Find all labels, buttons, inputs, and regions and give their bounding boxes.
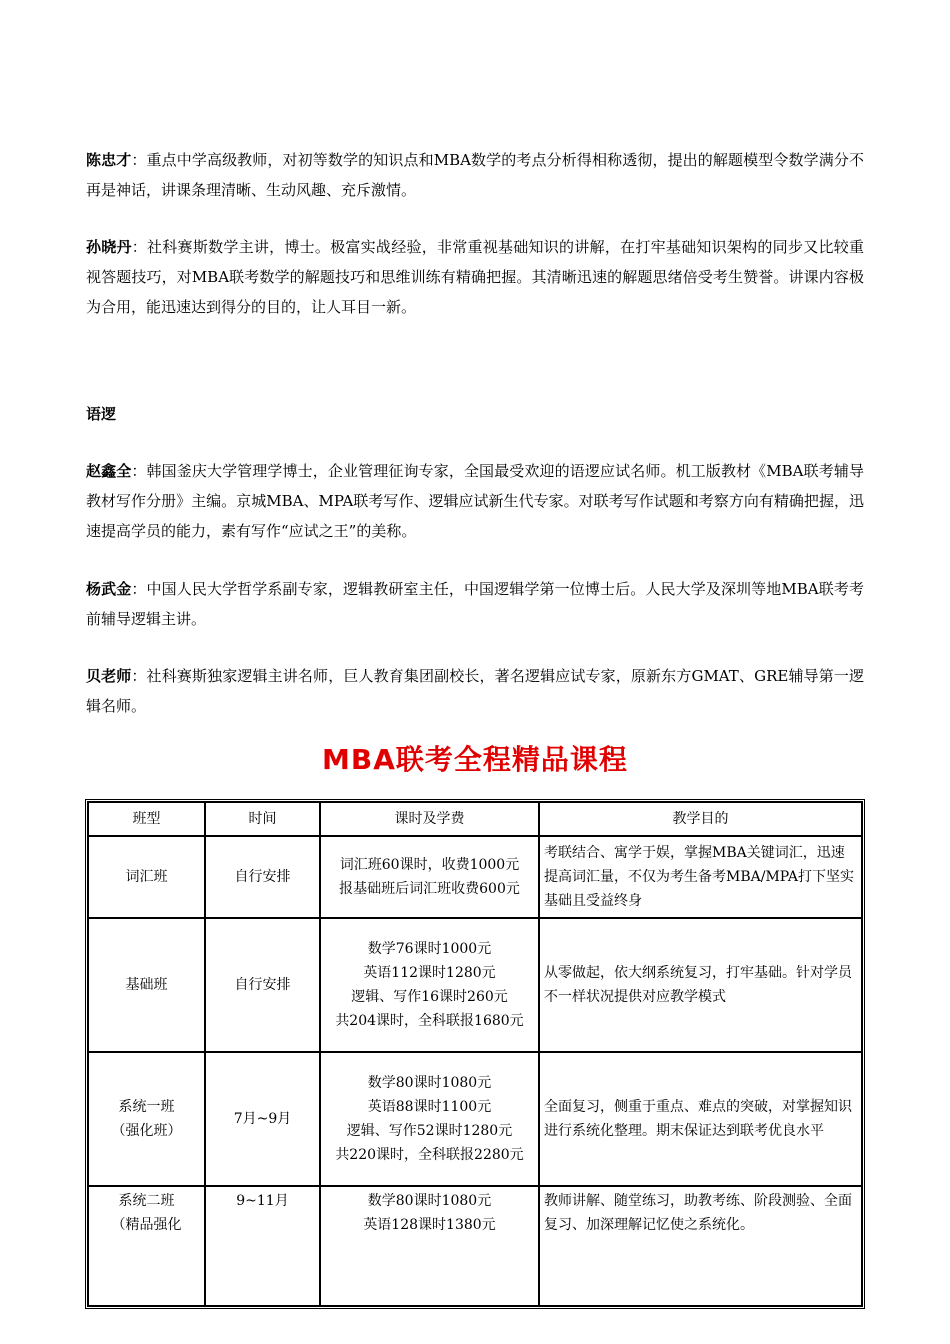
fees-cell [320,1186,539,1306]
teacher-bio-zhao [86,456,864,546]
class-cell [88,1186,205,1306]
fee-line: 数学80课时1080元 [367,1193,492,1209]
teacher-bio-chen [86,145,864,205]
teacher-desc: ：社科赛斯数学主讲，博士。极富实战经验，非常重视基础知识的讲解，在打牢基础知识架构的同步又比较重视答题技巧，对MBA联考数学的解题技巧和思维训练有精确把握。其清晰迅速的解题思绪倍受考生赞誉。讲课内容极为合用，能迅速达到得分的目的，让人耳目一新。 [86,238,864,316]
fee-line: 共220课时，全科联报2280元 [335,1147,524,1163]
fees-cell [320,918,539,1052]
teacher-bio-bei [86,661,864,721]
header-fees: 课时及学费 [320,802,539,836]
class-subname: （精品强化 [111,1217,182,1233]
table-row [88,1052,862,1186]
goal-cell: 考联结合、寓学于娱，掌握MBA关键词汇，迅速提高词汇量，不仅为考生备考MBA/MPA打下坚实基础且受益终身 [539,836,862,918]
fee-line: 数学80课时1080元 [367,1075,492,1091]
fee-line: 报基础班后词汇班收费600元 [339,881,520,897]
time-cell: 自行安排 [205,836,320,918]
table-row [88,1186,862,1306]
fees-cell [320,1052,539,1186]
class-cell [88,918,205,1052]
course-title: MBA联考全程精品课程 [322,743,628,776]
teacher-desc: ：社科赛斯独家逻辑主讲名师，巨人教育集团副校长，著名逻辑应试专家，原新东方GMAT、GRE辅导第一逻辑名师。 [86,667,864,715]
teacher-desc: ：重点中学高级教师，对初等数学的知识点和MBA数学的考点分析得相称透彻，提出的解题模型令数学满分不再是神话，讲课条理清晰、生动风趣、充斥激情。 [86,151,864,199]
teacher-bio-yang [86,574,864,634]
table-header-row [88,802,862,836]
fees-cell [320,836,539,918]
table-row [88,918,862,1052]
class-cell [88,1052,205,1186]
teacher-desc: ：韩国釜庆大学管理学博士，企业管理征询专家，全国最受欢迎的语逻应试名师。机工版教材《MBA联考辅导教材写作分册》主编。京城MBA、MPA联考写作、逻辑应试新生代专家。对联考写作试题和考察方向有精确把握，迅速提高学员的能力，素有写作“应试之王”的美称。 [86,462,864,540]
header-class: 班型 [88,802,205,836]
table-row [88,836,862,918]
teacher-name: 贝老师 [86,667,132,685]
fee-line: 逻辑、写作16课时260元 [351,989,508,1005]
goal-cell: 从零做起，依大纲系统复习，打牢基础。针对学员不一样状况提供对应教学模式 [539,918,862,1052]
teacher-bio-sun [86,232,864,322]
time-cell: 自行安排 [205,918,320,1052]
time-cell: 7月~9月 [205,1052,320,1186]
goal-cell: 全面复习，侧重于重点、难点的突破，对掌握知识进行系统化整理。期末保证达到联考优良水平 [539,1052,862,1186]
teacher-desc: ：中国人民大学哲学系副专家，逻辑教研室主任，中国逻辑学第一位博士后。人民大学及深圳等地MBA联考考前辅导逻辑主讲。 [86,580,864,628]
class-subname: （强化班） [111,1123,182,1139]
course-table [85,799,865,1309]
class-cell [88,836,205,918]
class-name: 基础班 [125,977,168,993]
class-name: 系统二班 [118,1193,175,1209]
teacher-name: 陈忠才 [86,151,132,169]
course-table-wrapper [85,799,865,1344]
fee-line: 英语128课时1380元 [363,1217,496,1233]
fee-line: 共204课时，全科联报1680元 [335,1013,524,1029]
goal-cell: 教师讲解、随堂练习，助教考练、阶段测验、全面复习、加深理解记忆使之系统化。 [539,1186,862,1306]
section-heading: 语逻 [86,405,117,423]
time-cell: 9~11月 [205,1186,320,1306]
class-name: 系统一班 [118,1099,175,1115]
fee-line: 逻辑、写作52课时1280元 [346,1123,513,1139]
fee-line: 数学76课时1000元 [367,941,492,957]
teacher-name: 杨武金 [86,580,132,598]
fee-line: 英语112课时1280元 [363,965,496,981]
teacher-name: 孙晓丹 [86,238,132,256]
teacher-name: 赵鑫全 [86,462,132,480]
fee-line: 英语88课时1100元 [367,1099,492,1115]
header-goal: 教学目的 [539,802,862,836]
header-time: 时间 [205,802,320,836]
fee-line: 词汇班60课时，收费1000元 [339,857,520,873]
class-name: 词汇班 [125,869,168,885]
